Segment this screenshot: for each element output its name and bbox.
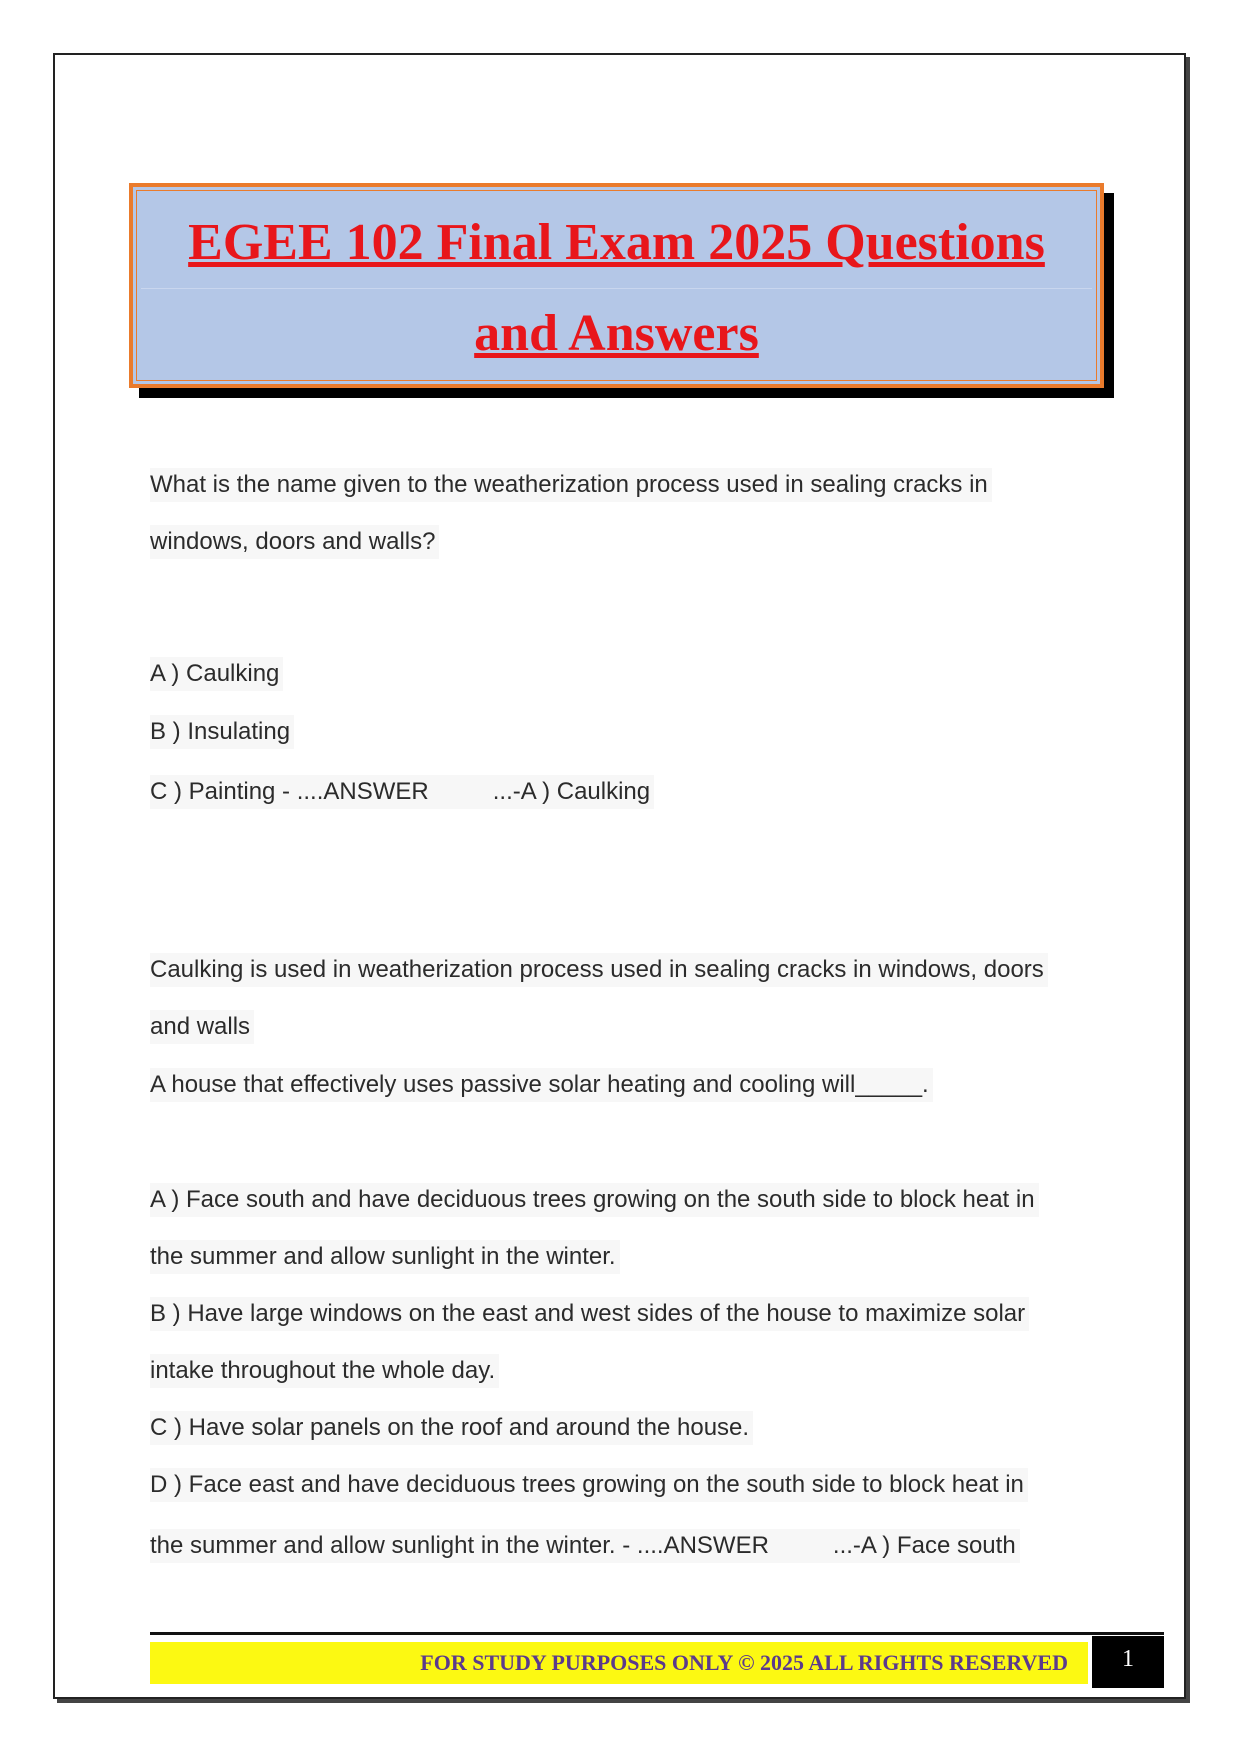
q1-option-c-answer <box>150 775 654 809</box>
q1-option-c: C ) Painting - ....ANSWER <box>150 778 429 805</box>
q2-option-b-line-2: intake throughout the whole day. <box>150 1354 499 1388</box>
page-title <box>133 187 1100 379</box>
q1-question-line-2: windows, doors and walls? <box>150 525 439 559</box>
q2-option-d-line-2: the summer and allow sunlight in the winter. - ....ANSWER <box>150 1532 769 1559</box>
q2-option-d-line-1: D ) Face east and have deciduous trees growing on the south side to block heat in <box>150 1468 1028 1502</box>
q1-question-line-1: What is the name given to the weatherization process used in sealing cracks in <box>150 468 992 502</box>
q2-option-d-answer <box>150 1529 1020 1563</box>
footer-rule <box>150 1632 1164 1635</box>
page-number: 1 <box>1092 1636 1164 1688</box>
q2-question: A house that effectively uses passive solar heating and cooling will_____. <box>150 1068 933 1102</box>
title-line-2: and Answers <box>474 305 759 362</box>
q2-answer: ...-A ) Face south <box>832 1532 1016 1559</box>
q2-option-b-line-1: B ) Have large windows on the east and west sides of the house to maximize solar <box>150 1297 1029 1331</box>
q2-option-a-line-1: A ) Face south and have deciduous trees growing on the south side to block heat in <box>150 1183 1039 1217</box>
q1-option-b: B ) Insulating <box>150 715 294 749</box>
q1-answer: ...-A ) Caulking <box>492 778 651 805</box>
title-line-1: EGEE 102 Final Exam 2025 Questions <box>188 214 1045 271</box>
q1-option-a: A ) Caulking <box>150 657 283 691</box>
q2-option-a-line-2: the summer and allow sunlight in the winter. <box>150 1240 620 1274</box>
title-separator <box>141 288 1092 289</box>
q2-option-c: C ) Have solar panels on the roof and around the house. <box>150 1411 753 1445</box>
q1-explanation-line-2: and walls <box>150 1010 254 1044</box>
q1-explanation-line-1: Caulking is used in weatherization process used in sealing cracks in windows, doors <box>150 953 1048 987</box>
title-box <box>129 183 1104 388</box>
footer-notice: FOR STUDY PURPOSES ONLY © 2025 ALL RIGHTS RESERVED <box>150 1642 1088 1684</box>
